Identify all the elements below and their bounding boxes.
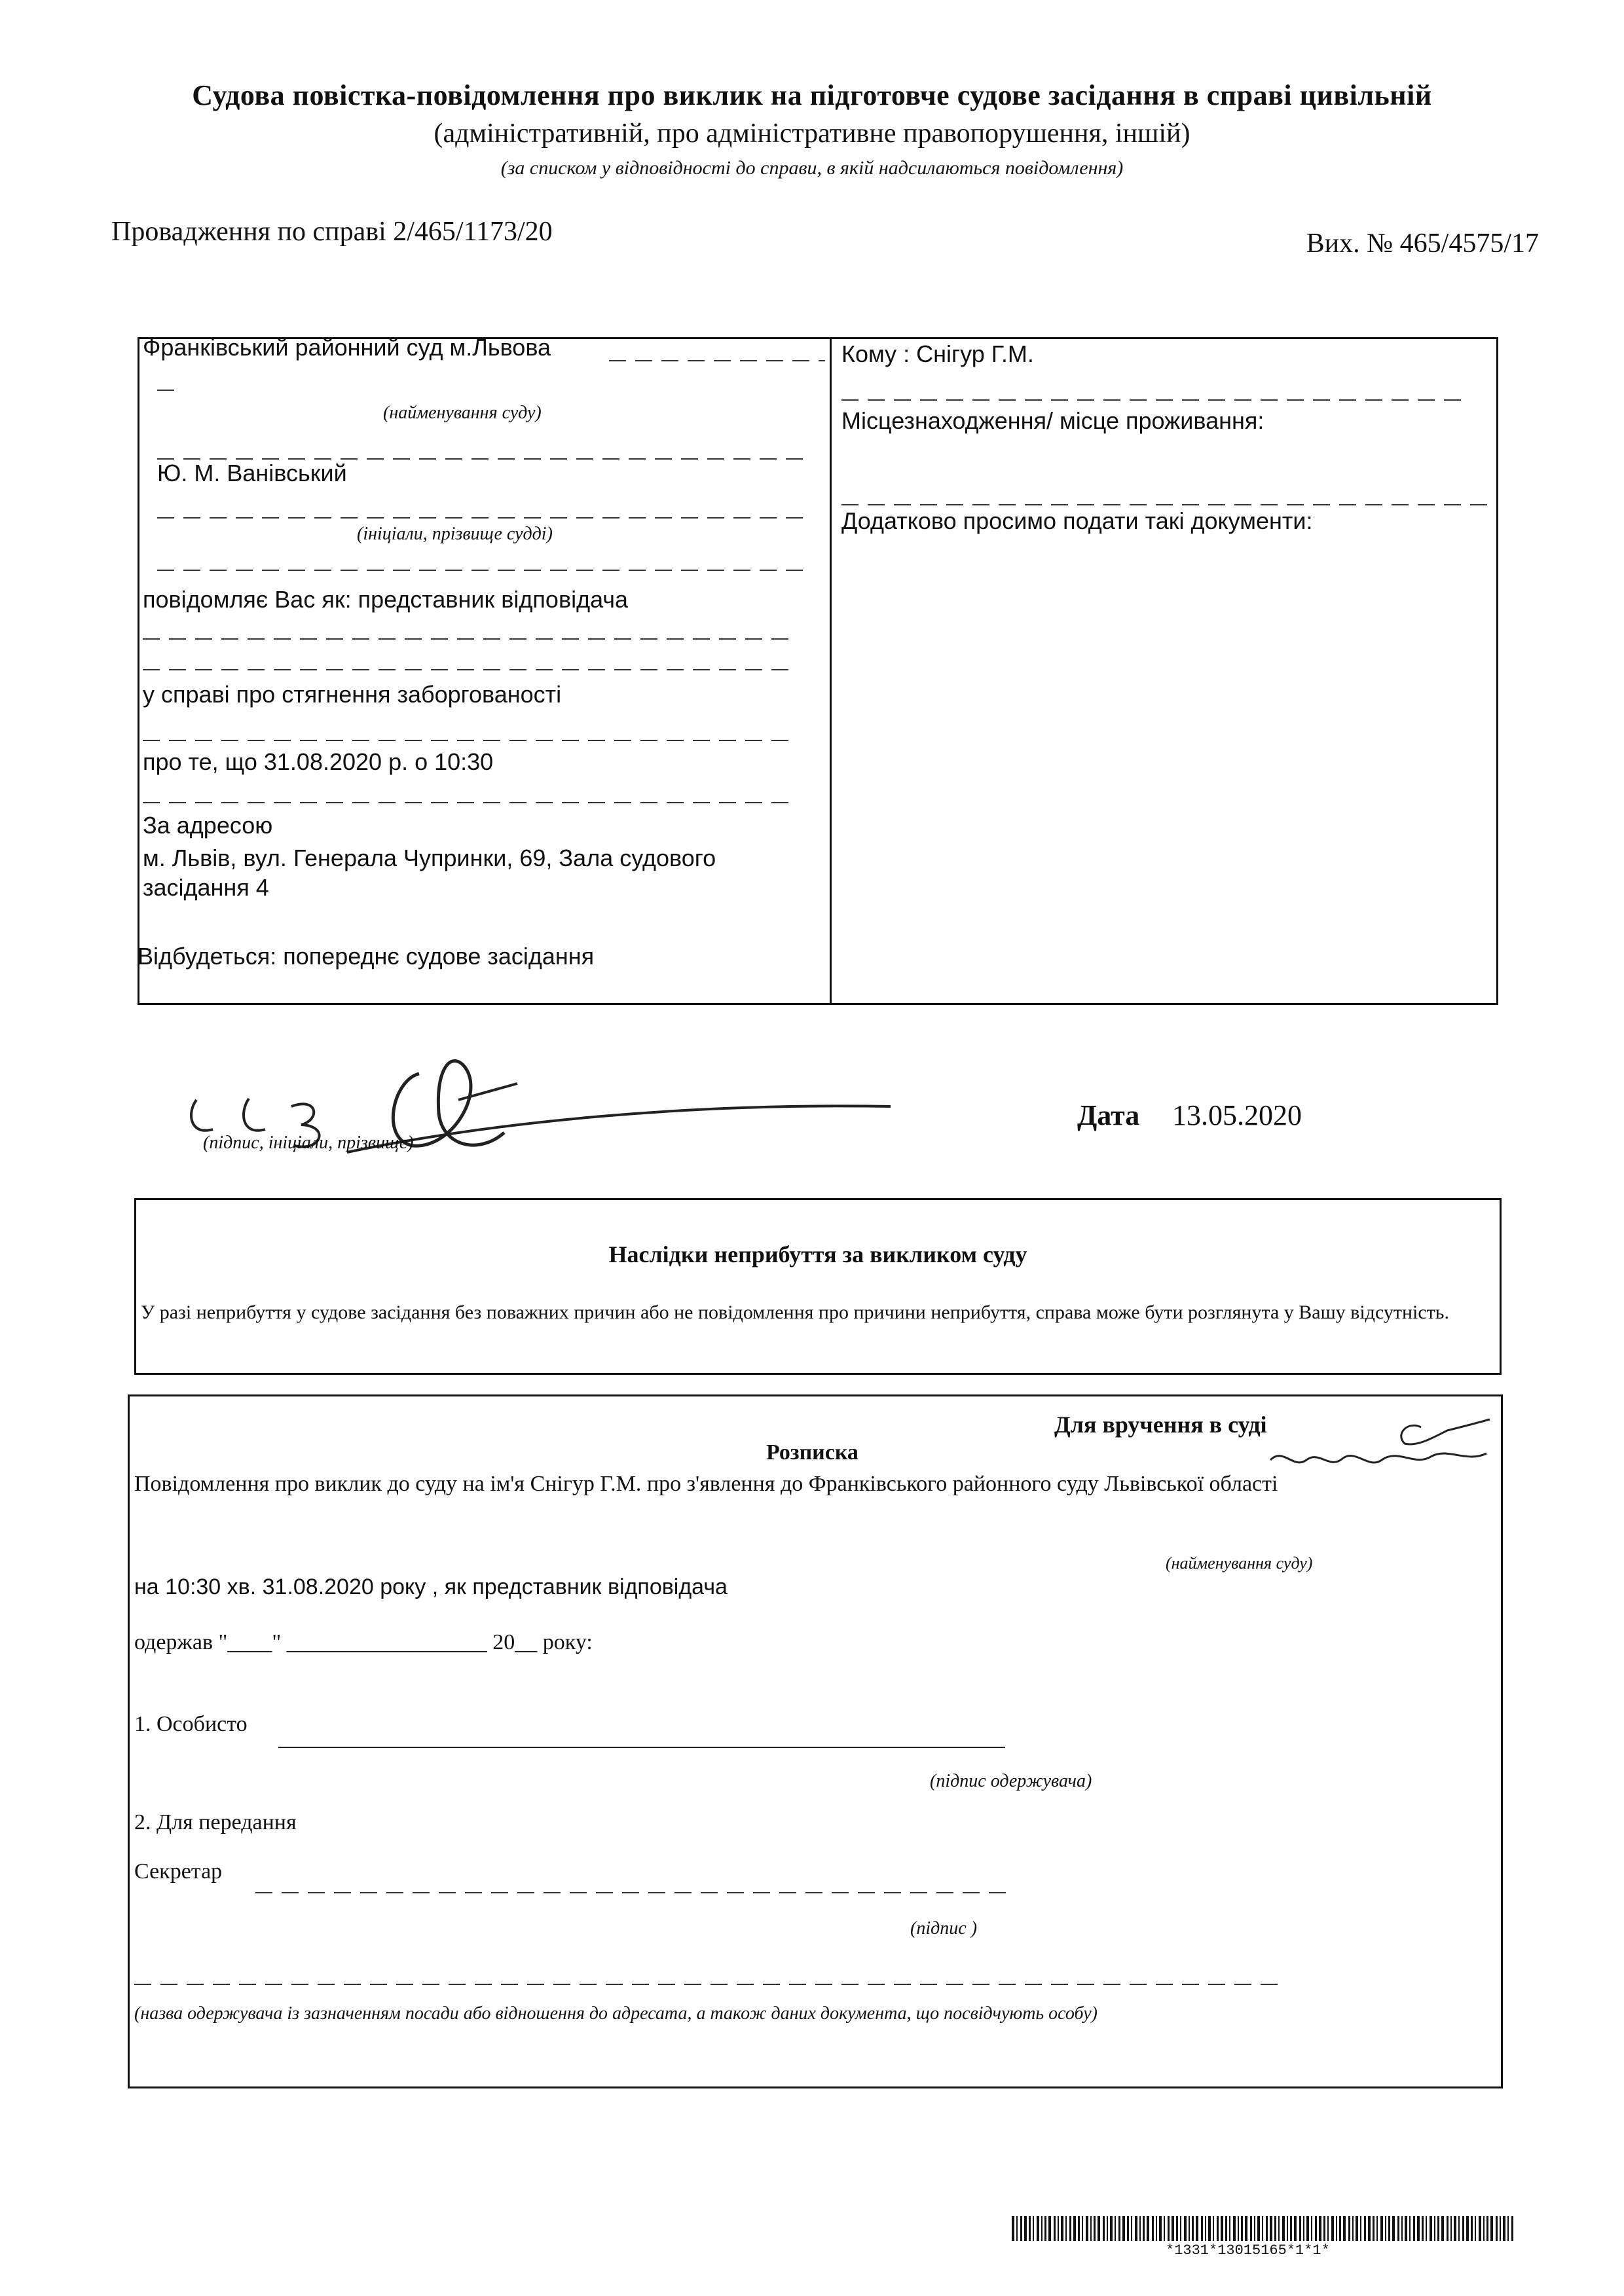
event-type: Відбудеться: попереднє судове засідання [138, 943, 595, 970]
consequences-text: У разі неприбуття у судове засідання без поважних причин або не повідомлення про причини неприбуття, справа може бути розглянута у Вашу відсутність. [141, 1302, 1449, 1323]
address-label: За адресою [143, 812, 273, 839]
receipt-personally-label: 1. Особисто [134, 1712, 248, 1736]
receipt-hearing-line: на 10:30 хв. 31.08.2020 року , як представник відповідача [134, 1575, 728, 1599]
notify-role: повідомляє Вас як: представник відповідача [143, 586, 629, 613]
judge-caption: (ініціали, прізвище судді) [357, 524, 553, 544]
outgoing-reference [1306, 228, 1539, 259]
receipt-secretary-line [255, 1892, 1008, 1893]
address-line-2: засідання 4 [143, 874, 269, 901]
summons-table [138, 337, 1498, 1005]
case-label: Провадження по справі [111, 217, 386, 247]
address-line-1: м. Львів, вул. Генерала Чупринки, 69, Зала судового [143, 845, 716, 871]
receipt-court-caption: (найменування суду) [1166, 1554, 1313, 1573]
receipt-secretary-label: Секретар [134, 1859, 223, 1884]
case-reference [111, 216, 553, 247]
outgoing-label: Вих. № [1306, 228, 1393, 259]
judge-name: Ю. М. Ванівський [157, 460, 347, 486]
notify-line [143, 638, 798, 640]
location-line [841, 504, 1496, 505]
subject-top-line [143, 669, 798, 670]
receipt-transfer-label: 2. Для передання [134, 1810, 297, 1834]
datetime-line [143, 802, 798, 803]
receipt-personally-line [278, 1747, 1005, 1748]
receipt-sign-caption: (підпис ) [910, 1918, 978, 1939]
receipt-recipient-caption: (назва одержувача із зазначенням посади або відношення до адресата, а також даних документа, що посвідчують особу) [134, 2003, 1098, 2024]
column-divider [830, 337, 832, 1005]
receipt-title: Розписка [766, 1440, 858, 1465]
receipt-summons-line: Повідомлення про виклик до суду на ім'я Снігур Г.М. про з'явлення до Франківського районного суду Львівської області [134, 1472, 1278, 1496]
case-subject: у справі про стягнення заборгованості [143, 681, 562, 708]
document-subtitle: (адміністративній, про адміністративне правопорушення, іншій) [434, 118, 1190, 149]
date-label: Дата [1077, 1099, 1140, 1131]
court-line-2 [157, 390, 183, 391]
receipt-recipient-line [134, 1984, 1280, 1985]
notify-top-line [157, 570, 805, 571]
recipient-line [841, 399, 1464, 401]
recipient: Кому : Снігур Г.М. [841, 340, 1034, 367]
case-number: 2/465/1173/20 [393, 217, 553, 247]
court-caption: (найменування суду) [383, 403, 542, 423]
court-name: Франківський районний суд м.Львова [143, 334, 551, 361]
receipt-received-line: одержав "____" __________________ 20__ року: [134, 1630, 593, 1654]
document-note: (за списком у відповідності до справи, в якій надсилаються повідомлення) [500, 157, 1124, 179]
judge-line [157, 517, 805, 519]
document-title: Судова повістка-повідомлення про виклик на підготовче судове засідання в справі цивільній [192, 79, 1432, 111]
hearing-datetime: про те, що 31.08.2020 р. о 10:30 [143, 748, 494, 775]
consequences-title: Наслідки неприбуття за викликом суду [608, 1241, 1027, 1267]
date-value: 13.05.2020 [1172, 1099, 1302, 1131]
receipt-for-court: Для вручення в суді [1054, 1412, 1267, 1438]
signature-caption: (підпис, ініціали, прізвище) [203, 1133, 414, 1153]
outgoing-number: 465/4575/17 [1399, 228, 1539, 259]
barcode-graphic [1012, 2216, 1516, 2241]
subject-line [143, 740, 798, 741]
barcode-text: *1331*13015165*1*1* [1166, 2242, 1330, 2259]
receipt-signature-caption: (підпис одержувача) [930, 1771, 1092, 1791]
documents-label: Додатково просимо подати такі документи: [841, 507, 1313, 534]
location-label: Місцезнаходження/ місце проживання: [841, 407, 1264, 434]
consequences-box [134, 1198, 1502, 1375]
court-line [609, 360, 825, 361]
